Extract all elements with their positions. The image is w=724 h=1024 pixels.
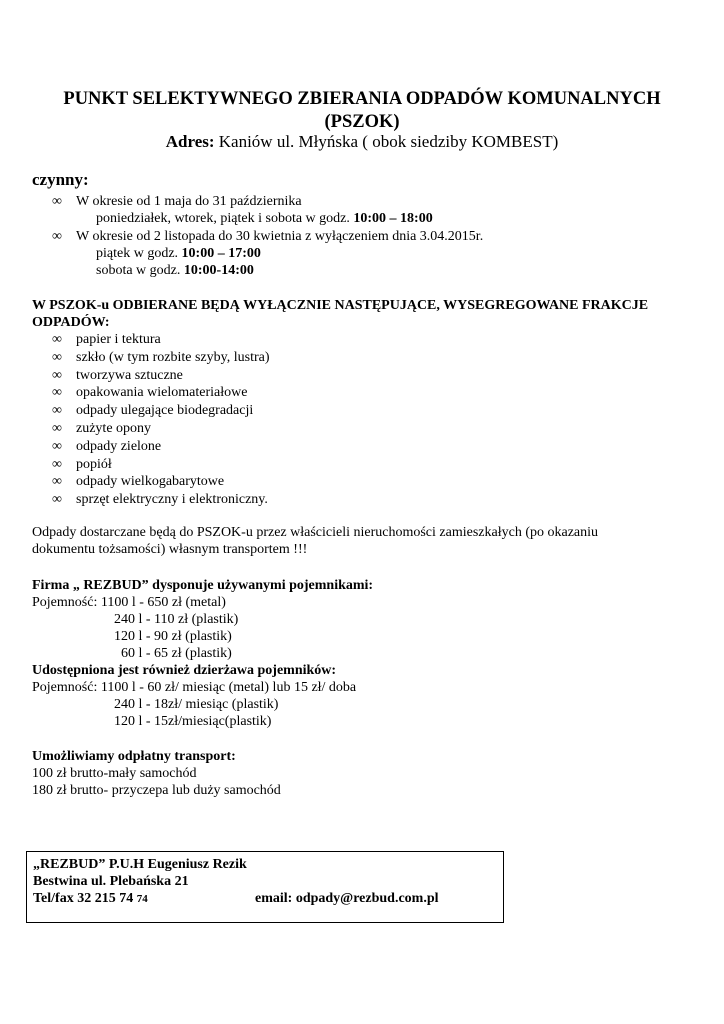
address-value: Kaniów ul. Młyńska ( obok siedziby KOMBEST) (218, 132, 559, 151)
hours-heading: czynny: (32, 170, 89, 189)
hours-period-2: W okresie od 2 listopada do 30 kwietnia z wyłączeniem dnia 3.04.2015r. (76, 229, 484, 244)
contact-company: „REZBUD” P.U.H Eugeniusz Rezik (33, 857, 247, 872)
rent-heading: Udostępniona jest również dzierżawa pojemników: (32, 663, 337, 678)
contact-box (26, 851, 504, 923)
hours-period-2-saturday: sobota w godz. 10:00-14:00 (96, 263, 254, 278)
transport-line: 100 zł brutto-mały samochód (32, 766, 197, 781)
infinity-bullet-icon: ∞ (52, 403, 62, 418)
rent-row: Pojemność: 1100 l - 60 zł/ miesiąc (metal) lub 15 zł/ doba (32, 680, 357, 695)
delivery-line-2: dokumentu tożsamości) własnym transportem !!! (32, 542, 308, 557)
hours-period-1-days: poniedziałek, wtorek, piątek i sobota w godz. 10:00 – 18:00 (96, 211, 433, 226)
hours-period-1: W okresie od 1 maja do 31 października (76, 194, 302, 209)
delivery-line-1: Odpady dostarczane będą do PSZOK-u przez właścicieli nieruchomości zamieszkałych (po okazaniu (32, 525, 599, 540)
fractions-heading-cont: ODPADÓW: (32, 315, 110, 330)
containers-heading: Firma „ REZBUD” dysponuje używanymi pojemnikami: (32, 578, 374, 593)
infinity-bullet-icon: ∞ (52, 332, 62, 347)
hours-period-2-friday: piątek w godz. 10:00 – 17:00 (96, 246, 261, 261)
fraction-item: opakowania wielomateriałowe (76, 385, 248, 400)
address-label: Adres: (165, 132, 215, 151)
transport-line: 180 zł brutto- przyczepa lub duży samochód (32, 783, 281, 798)
fraction-item: tworzywa sztuczne (76, 368, 183, 383)
fraction-item: odpady ulegające biodegradacji (76, 403, 254, 418)
infinity-bullet-icon: ∞ (52, 229, 62, 244)
fraction-item: popiół (76, 457, 112, 472)
transport-heading: Umożliwiamy odpłatny transport: (32, 749, 236, 764)
containers-row: 60 l - 65 zł (plastik) (121, 646, 232, 661)
fraction-item: zużyte opony (76, 421, 152, 436)
infinity-bullet-icon: ∞ (52, 474, 62, 489)
infinity-bullet-icon: ∞ (52, 368, 62, 383)
containers-row: Pojemność: 1100 l - 650 zł (metal) (32, 595, 226, 610)
containers-row: 240 l - 110 zł (plastik) (114, 612, 239, 627)
contact-phone: Tel/fax 32 215 74 74 (33, 891, 148, 906)
infinity-bullet-icon: ∞ (52, 457, 62, 472)
containers-row: 120 l - 90 zł (plastik) (114, 629, 232, 644)
document-title: PUNKT SELEKTYWNEGO ZBIERANIA ODPADÓW KOMUNALNYCH (63, 89, 661, 109)
document-subtitle: (PSZOK) (324, 112, 400, 132)
infinity-bullet-icon: ∞ (52, 492, 62, 507)
contact-address: Bestwina ul. Plebańska 21 (33, 874, 189, 889)
fraction-item: sprzęt elektryczny i elektroniczny. (76, 492, 268, 507)
fraction-item: szkło (w tym rozbite szyby, lustra) (76, 350, 270, 365)
contact-email[interactable]: email: odpady@rezbud.com.pl (255, 891, 439, 906)
fraction-item: odpady wielkogabarytowe (76, 474, 225, 489)
address-line (20, 132, 704, 152)
infinity-bullet-icon: ∞ (52, 421, 62, 436)
infinity-bullet-icon: ∞ (52, 439, 62, 454)
fractions-heading: W PSZOK-u ODBIERANE BĘDĄ WYŁĄCZNIE NASTĘPUJĄCE, WYSEGREGOWANE FRAKCJE (32, 298, 649, 313)
fraction-item: papier i tektura (76, 332, 161, 347)
infinity-bullet-icon: ∞ (52, 194, 62, 209)
infinity-bullet-icon: ∞ (52, 385, 62, 400)
rent-row: 240 l - 18zł/ miesiąc (plastik) (114, 697, 279, 712)
infinity-bullet-icon: ∞ (52, 350, 62, 365)
rent-row: 120 l - 15zł/miesiąc(plastik) (114, 714, 272, 729)
fraction-item: odpady zielone (76, 439, 162, 454)
